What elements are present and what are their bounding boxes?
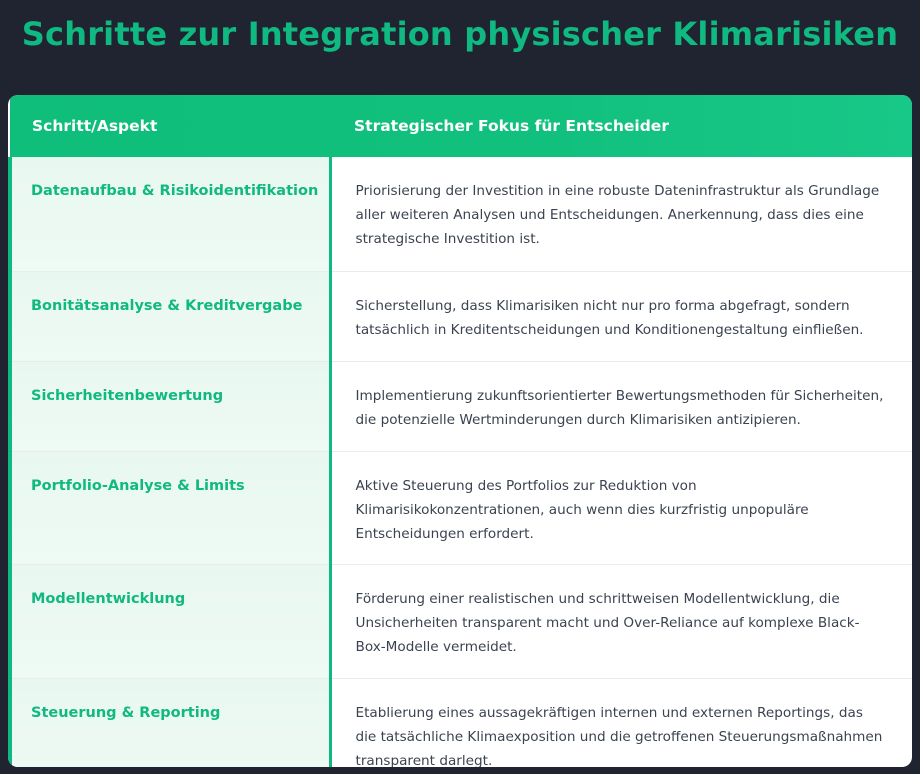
header-row: [10, 95, 912, 157]
step-cell: Modellentwicklung: [10, 564, 330, 678]
step-cell: Bonitätsanalyse & Kreditvergabe: [10, 271, 330, 361]
header-step: Schritt/Aspekt: [32, 117, 158, 135]
focus-cell: Aktive Steuerung des Portfolios zur Reduktion von Klimarisikokonzentrationen, auch wenn dies kurzfristig unpopuläre Entscheidungen erfordert.: [330, 451, 912, 564]
focus-cell: Förderung einer realistischen und schrittweisen Modellentwicklung, die Unsicherheiten transparent macht und Over-Reliance auf komplexe Black-Box-Modelle vermeidet.: [330, 564, 912, 678]
table-row: [10, 678, 912, 767]
step-cell: Portfolio-Analyse & Limits: [10, 451, 330, 564]
header-focus: Strategischer Fokus für Entscheider: [354, 117, 669, 135]
integration-steps-table: [8, 95, 912, 767]
table-header: [10, 95, 912, 157]
step-cell: Sicherheitenbewertung: [10, 361, 330, 451]
focus-cell: Priorisierung der Investition in eine robuste Dateninfrastruktur als Grundlage aller weiteren Analysen und Entscheidungen. Anerkennung, dass dies eine strategische Investition ist.: [330, 157, 912, 271]
focus-cell: Etablierung eines aussagekräftigen internen und externen Reportings, das die tatsächliche Klimaexposition und die getroffenen Steuerungsmaßnahmen transparent darlegt.: [355, 704, 883, 767]
table-row: [10, 451, 912, 564]
table-row: [10, 361, 912, 451]
focus-cell: Implementierung zukunftsorientierter Bewertungsmethoden für Sicherheiten, die potenzielle Wertminderungen durch Klimarisiken antizipieren.: [330, 361, 912, 451]
table-row: [10, 157, 912, 271]
step-cell: Steuerung & Reporting: [10, 678, 330, 767]
table-row: [10, 564, 912, 678]
page-title: Schritte zur Integration physischer Klimarisiken: [21, 15, 899, 53]
step-cell: Datenaufbau & Risikoidentifikation: [10, 157, 330, 271]
table-row: [10, 271, 912, 361]
steps-table: [8, 95, 912, 767]
focus-cell: Sicherstellung, dass Klimarisiken nicht nur pro forma abgefragt, sondern tatsächlich in Kreditentscheidungen und Konditionengestaltung einfließen.: [330, 271, 912, 361]
table-body: [10, 157, 912, 767]
